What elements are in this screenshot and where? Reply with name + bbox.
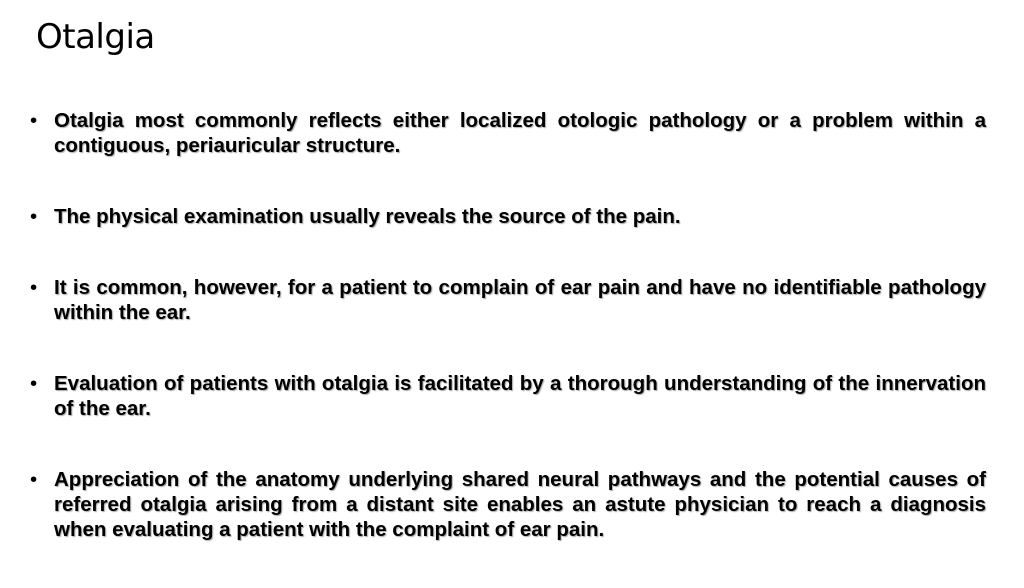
bullet-icon: • — [30, 205, 38, 228]
bullet-text: Evaluation of patients with otalgia is facilitated by a thorough understanding of the innervation of the ear. — [54, 372, 986, 420]
bullet-item — [30, 467, 986, 542]
slide-title: Otalgia — [36, 17, 155, 57]
bullet-icon: • — [30, 109, 38, 132]
bullet-text: Appreciation of the anatomy underlying shared neural pathways and the potential causes of referred otalgia arising from a distant site enables an astute physician to reach a diagnosis when evaluating a patient with the complaint of ear pain. — [54, 468, 986, 541]
bullet-text: Otalgia most commonly reflects either localized otologic pathology or a problem within a contiguous, periauricular structure. — [54, 109, 986, 157]
bullet-item — [30, 275, 986, 325]
bullet-icon: • — [30, 468, 38, 491]
bullet-list — [30, 108, 986, 588]
bullet-icon: • — [30, 276, 38, 299]
bullet-item — [30, 108, 986, 158]
bullet-text: It is common, however, for a patient to complain of ear pain and have no identifiable pathology within the ear. — [54, 276, 986, 324]
bullet-icon: • — [30, 372, 38, 395]
bullet-item — [30, 204, 986, 229]
bullet-text: The physical examination usually reveals the source of the pain. — [54, 205, 681, 228]
bullet-item — [30, 371, 986, 421]
